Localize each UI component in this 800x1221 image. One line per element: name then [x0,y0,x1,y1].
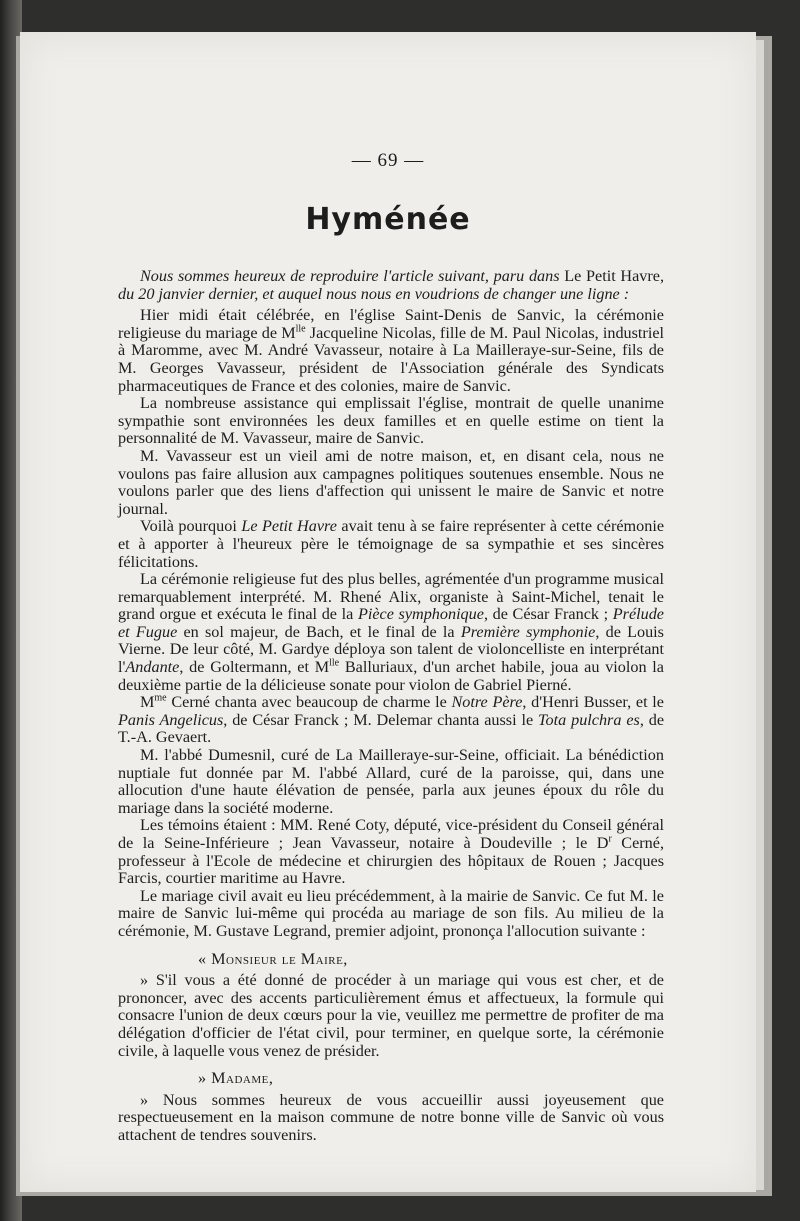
paragraph [118,307,664,395]
page-stack-edge [756,40,764,1190]
paragraph: M. l'abbé Dumesnil, curé de La Mailleraye-sur-Seine, officiait. La bénédiction nuptiale fut donnée par M. l'abbé Allard, curé de la paroisse, qui, dans une allocution d'une haute élévation de pensée, parla aux jeunes époux du rôle du mariage dans la société moderne. [118,746,664,817]
work-title: Andante [125,658,180,677]
text-span: , de César Franck ; M. Delemar chanta aussi le [223,710,539,729]
text-span: en sol majeur, de Bach, et le final de la [177,622,461,641]
text-span: Voilà pourquoi [140,517,242,536]
paragraph [118,571,664,694]
text-span: , de Louis Vierne. De leur côté, M. Gardye déploya son talent de violoncelliste en interprétant l' [118,622,664,677]
salutation: » Madame, [198,1069,274,1088]
article-body [118,268,664,1147]
work-title: Première symphonie [460,622,596,641]
text-span: Les témoins étaient : MM. René Coty, député, vice-président du Conseil général de la Seine-Inférieure ; Jean Vavasseur, notaire à Doudeville ; le D [118,816,664,852]
page-title: Hyménée [305,202,471,237]
document-page [20,32,756,1192]
superscript: me [154,692,167,704]
superscript: lle [329,657,340,669]
paragraph: Le mariage civil avait eu lieu précédemment, à la mairie de Sanvic. Ce fut M. le maire de Sanvic lui-même qui procéda au mariage de son fils. Au milieu de la cérémonie, M. Gustave Legrand, premier adjoint, prononça l'allocution suivante : [118,886,664,940]
text-span: Jacqueline Nicolas, fille de M. Paul Nicolas, industriel à Maromme, avec M. André Vavasseur, notaire à La Mailleraye-sur-Seine, fils de M. Georges Vavasseur, président de l'Association générale des Syndicats pharmaceutiques de France et des colonies, maire de Sanvic. [118,323,664,395]
text-span: Hier midi était célébrée, en l'église Saint-Denis de Sanvic, la cérémonie religieuse du mariage de M [118,306,664,342]
text-span: La cérémonie religieuse fut des plus belles, agrémentée d'un programme musical remarquablement interprété. M. Rhené Alix, organiste à Saint-Michel, tenait le grand orgue et exécuta le final de la [118,570,664,624]
work-title: Tota pulchra es [538,710,640,729]
superscript: lle [295,323,306,335]
text-span: Cerné chanta avec beaucoup de charme le [166,693,452,712]
salutation: « Monsieur le Maire, [198,949,348,968]
paragraph: La nombreuse assistance qui emplissait l'église, montrait de quelle unanime sympathie sont environnées les deux familles et en quelle estime on tient la personnalité de M. Vavasseur, maire de Sanvic. [118,394,664,448]
newspaper-name: Le Petit Havre [241,517,337,536]
text-span: Balluriaux, d'un archet habile, joua au violon la deuxième partie de la délicieuse sonate pour violon de Gabriel Pierné. [118,658,664,694]
superscript: r [608,833,612,845]
work-title: Panis Angelicus [118,710,224,729]
speech-paragraph: » S'il vous a été donné de procéder à un mariage qui vous est cher, et de prononcer, avec des accents particulièrement émus et affectueux, la formule qui consacre l'union de deux cœurs pour la vie, veuillez me permettre de profiter de ma délégation d'officier de l'état civil, pour terminer, en quelque sorte, la cérémonie civile, à laquelle vous venez de présider. [118,971,664,1060]
paragraph [118,694,664,747]
text-span: , de César Franck ; [483,605,613,624]
paragraph [118,817,664,887]
intro-paragraph [118,268,664,303]
text-span: M [140,693,155,712]
work-title: Prélude et Fugue [118,605,664,641]
text-span: avait tenu à se faire représenter à cette cérémonie et à apporter à l'heureux père le témoignage de sa sympathie et ses sincères félicitations. [118,517,664,571]
work-title: Pièce symphonique [357,605,484,624]
text-span: , de Goltermann, et M [179,658,330,677]
newspaper-name: Le Petit Havre [564,267,660,285]
paragraph [118,518,664,571]
speech-paragraph: » Nous sommes heureux de vous accueillir aussi joyeusement que respectueusement en la maison commune de notre bonne ville de Sanvic où vous attachent de tendres souvenirs. [118,1090,664,1144]
work-title: Notre Père [451,693,523,712]
text-span: , d'Henri Busser, et le [522,693,664,712]
page-number: — 69 — [351,150,425,171]
intro-text-end: , du 20 janvier dernier, et auquel nous nous en voudrions de changer une ligne : [118,267,665,303]
text-span: , de T.-A. Gevaert. [118,710,665,747]
paragraph: M. Vavasseur est un vieil ami de notre maison, et, en disant cela, nous ne voulons pas faire allusion aux campagnes politiques soutenues ensemble. Nous ne voulons parler que des liens d'affection qui unissent le maire de Sanvic et notre journal. [118,446,664,518]
text-span: Cerné, professeur à l'Ecole de médecine et chirurgien des hôpitaux de Rouen ; Jacques Farcis, courtier maritime au Havre. [118,834,664,888]
intro-text: Nous sommes heureux de reproduire l'article suivant, paru dans [140,267,565,285]
